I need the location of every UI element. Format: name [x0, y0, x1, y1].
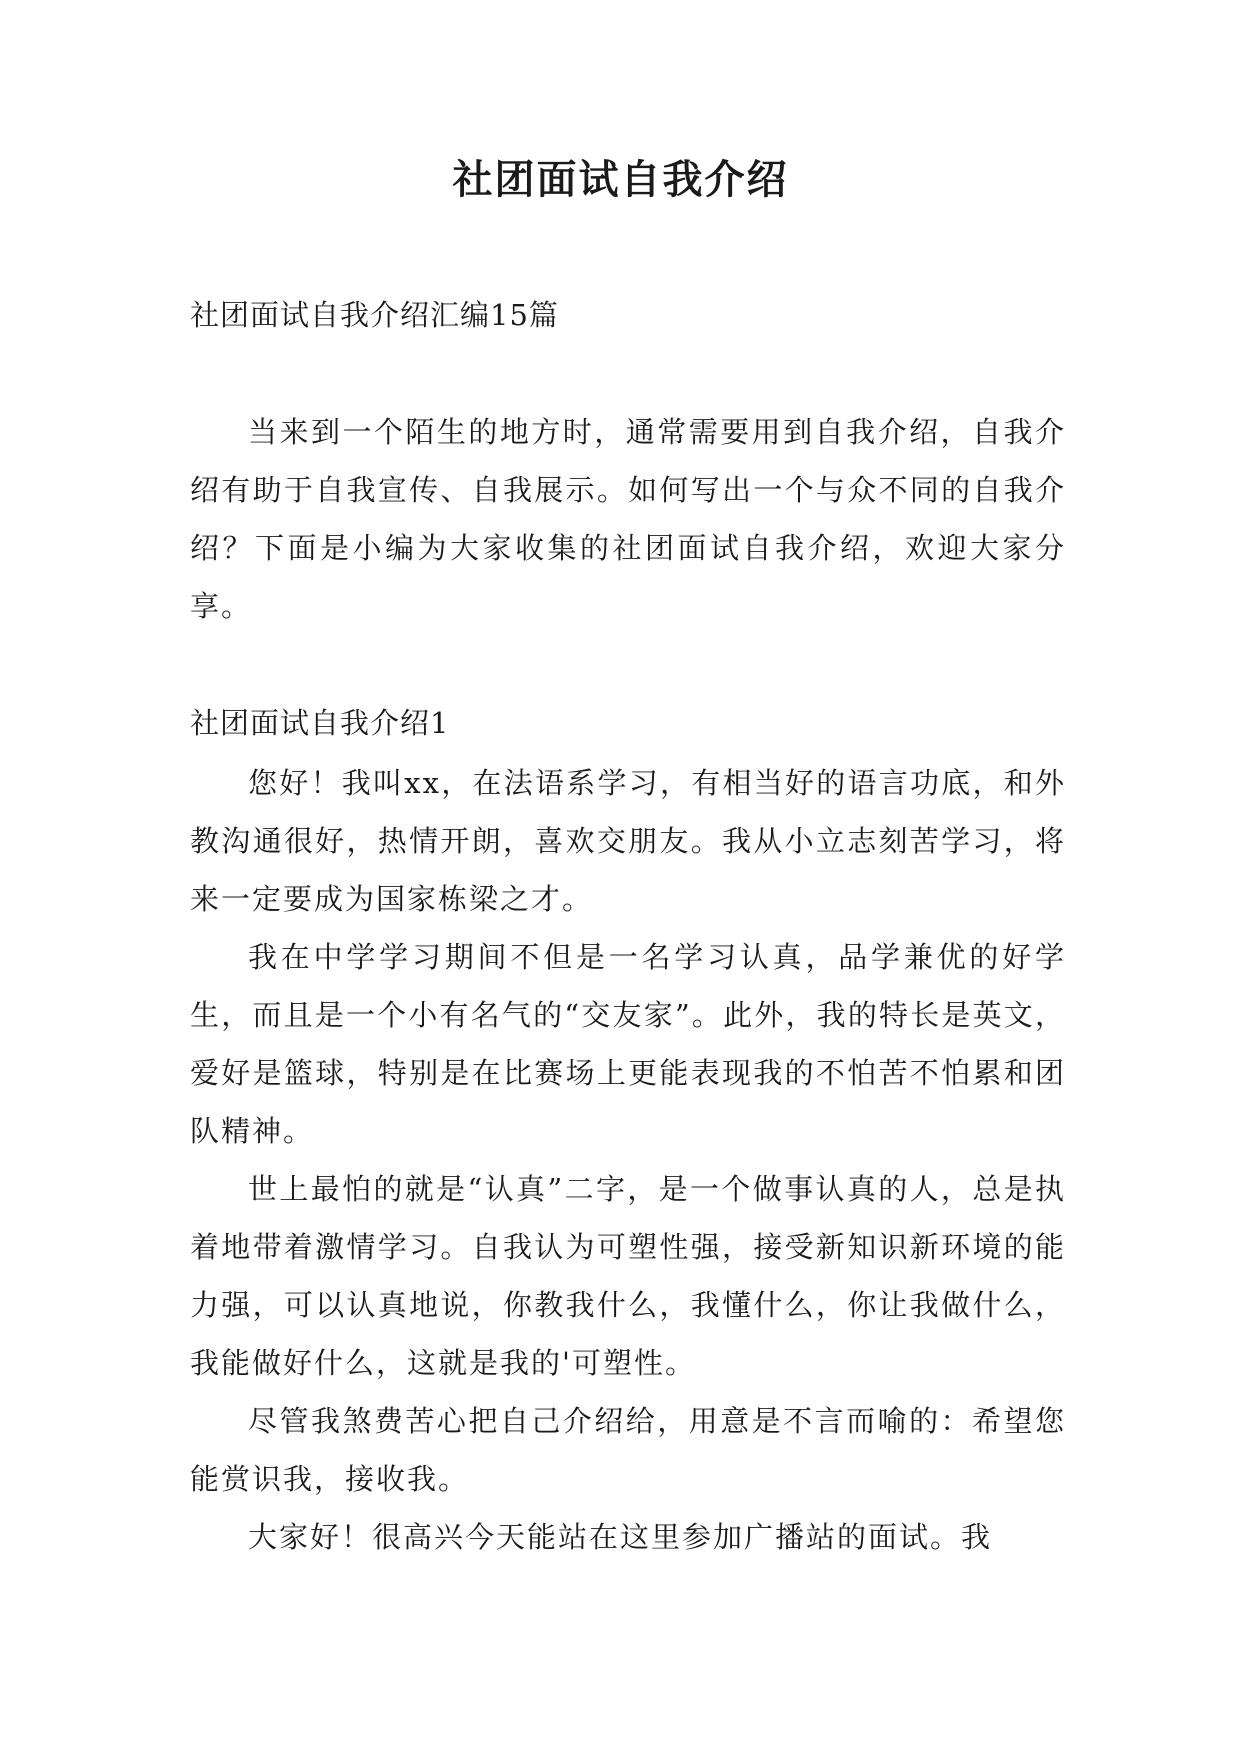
- body-paragraph: 尽管我煞费苦心把自己介绍给，用意是不言而喻的：希望您能赏识我，接收我。: [190, 1404, 1066, 1496]
- section-body: [190, 754, 1066, 1566]
- intro-paragraph: 当来到一个陌生的地方时，通常需要用到自我介绍，自我介绍有助于自我宣传、自我展示。如何写出一个与众不同的自我介绍？下面是小编为大家收集的社团面试自我介绍，欢迎大家分享。: [190, 415, 1066, 623]
- body-paragraph: 我在中学学习期间不但是一名学习认真，品学兼优的好学生，而且是一个小有名气的“交友家”。此外，我的特长是英文，爱好是篮球，特别是在比赛场上更能表现我的不怕苦不怕累和团队精神。: [190, 940, 1066, 1148]
- body-paragraph: 世上最怕的就是“认真”二字，是一个做事认真的人，总是执着地带着激情学习。自我认为可塑性强，接受新知识新环境的能力强，可以认真地说，你教我什么，我懂什么，你让我做什么，我能做好什么，这就是我的'可塑性。: [190, 1172, 1066, 1380]
- body-paragraph: 大家好！很高兴今天能站在这里参加广播站的面试。我: [248, 1520, 993, 1554]
- body-paragraph: 您好！我叫xx，在法语系学习，有相当好的语言功底，和外教沟通很好，热情开朗，喜欢交朋友。我从小立志刻苦学习，将来一定要成为国家栋梁之才。: [190, 766, 1066, 916]
- section-heading: 社团面试自我介绍1: [190, 706, 450, 740]
- document-subtitle: 社团面试自我介绍汇编15篇: [190, 298, 559, 332]
- document-title: 社团面试自我介绍: [452, 156, 789, 203]
